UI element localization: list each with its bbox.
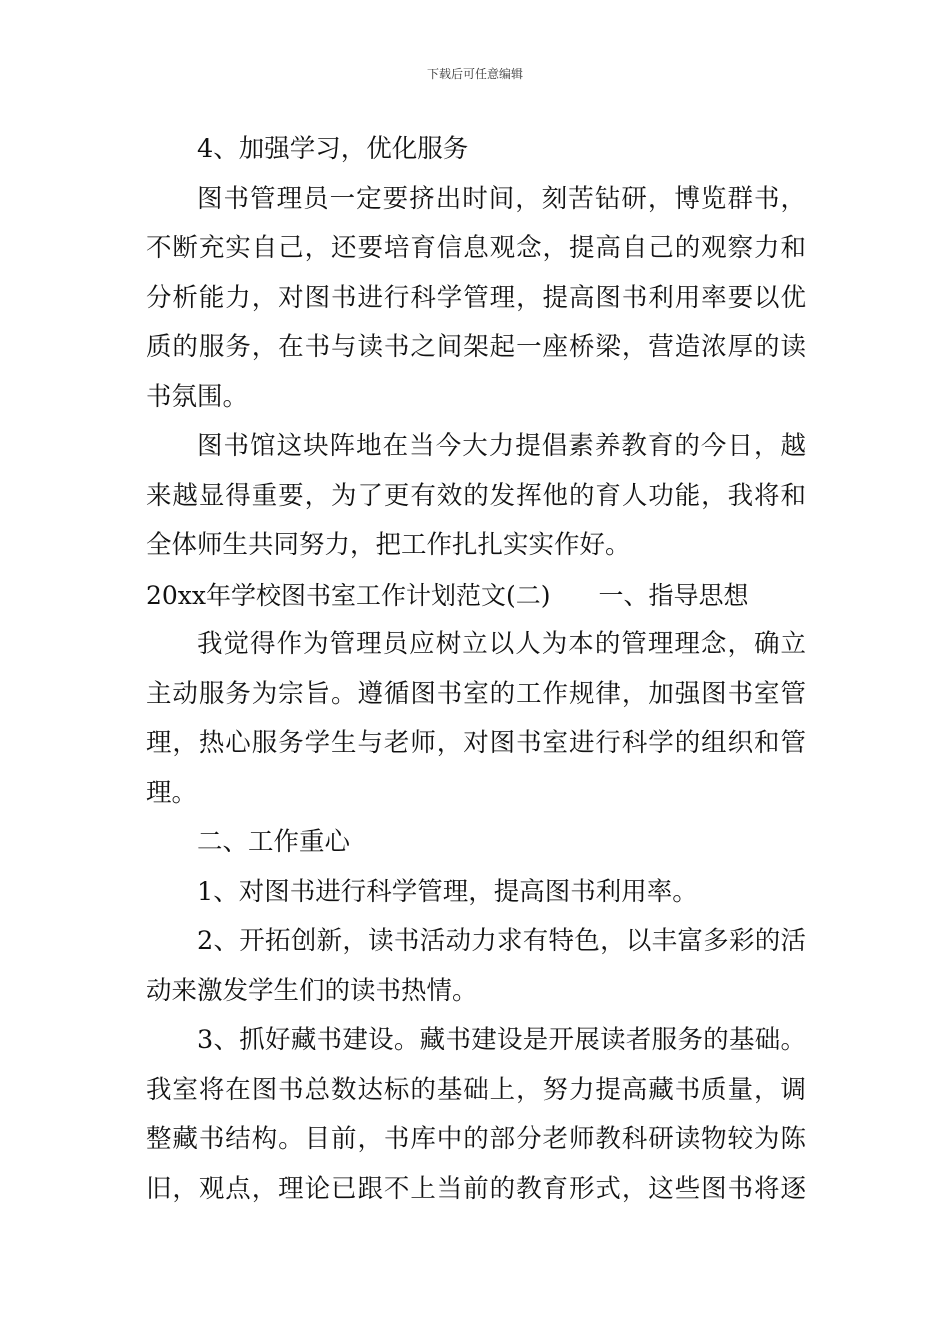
text-line: 图书馆这块阵地在当今大力提倡素养教育的今日，越 <box>197 431 806 461</box>
list-item-2 <box>146 917 806 1016</box>
document-body <box>146 125 806 1214</box>
list-item-3 <box>146 1016 806 1214</box>
text-line: 3、抓好藏书建设。藏书建设是开展读者服务的基础。 <box>197 1025 806 1055</box>
text-line: 图书管理员一定要挤出时间，刻苦钻研，博览群书， <box>197 183 806 214</box>
text-line: 不断充实自己，还要培育信息观念，提高自己的观察力和 <box>146 233 806 263</box>
text-line: 来越显得重要，为了更有效的发挥他的育人功能，我将和 <box>146 480 806 511</box>
text-line: 我觉得作为管理员应树立以人为本的管理理念，确立 <box>197 629 806 659</box>
text-line: 理。 <box>146 777 198 808</box>
text-line: 全体师生共同努力，把工作扎扎实实作好。 <box>146 530 631 560</box>
text-line: 主动服务为宗旨。遵循图书室的工作规律，加强图书室管 <box>146 678 806 709</box>
paragraph-librarian-duties <box>146 175 806 423</box>
text-line: 动来激发学生们的读书热情。 <box>146 975 478 1006</box>
paragraph-guiding-ideology <box>146 620 806 818</box>
text-line: 2、开拓创新，读书活动力求有特色，以丰富多彩的活 <box>197 926 806 956</box>
text-line: 分析能力，对图书进行科学管理，提高图书利用率要以优 <box>146 282 806 313</box>
section-title-line <box>146 571 806 621</box>
section-title: 20xx年学校图书室工作计划范文(二) <box>146 580 551 610</box>
paragraph-library-importance <box>146 422 806 571</box>
text-line: 理，热心服务学生与老师，对图书室进行科学的组织和管 <box>146 728 806 758</box>
text-line: 我室将在图书总数达标的基础上，努力提高藏书质量，调 <box>146 1074 806 1105</box>
text-line: 书氛围。 <box>146 381 249 412</box>
heading-work-focus: 二、工作重心 <box>197 827 351 857</box>
text-line: 旧，观点，理论已跟不上当前的教育形式，这些图书将逐 <box>146 1173 806 1204</box>
text-line: 质的服务，在书与读书之间架起一座桥梁，营造浓厚的读 <box>146 332 806 362</box>
text-line: 整藏书结构。目前，书库中的部分老师教科研读物较为陈 <box>146 1124 806 1154</box>
heading-strengthen-learning: 4、加强学习，优化服务 <box>197 134 469 164</box>
page-header: 下载后可任意编辑 <box>426 67 523 81</box>
list-item-1: 1、对图书进行科学管理，提高图书利用率。 <box>197 876 698 907</box>
section-subtitle: 一、指导思想 <box>598 580 749 610</box>
